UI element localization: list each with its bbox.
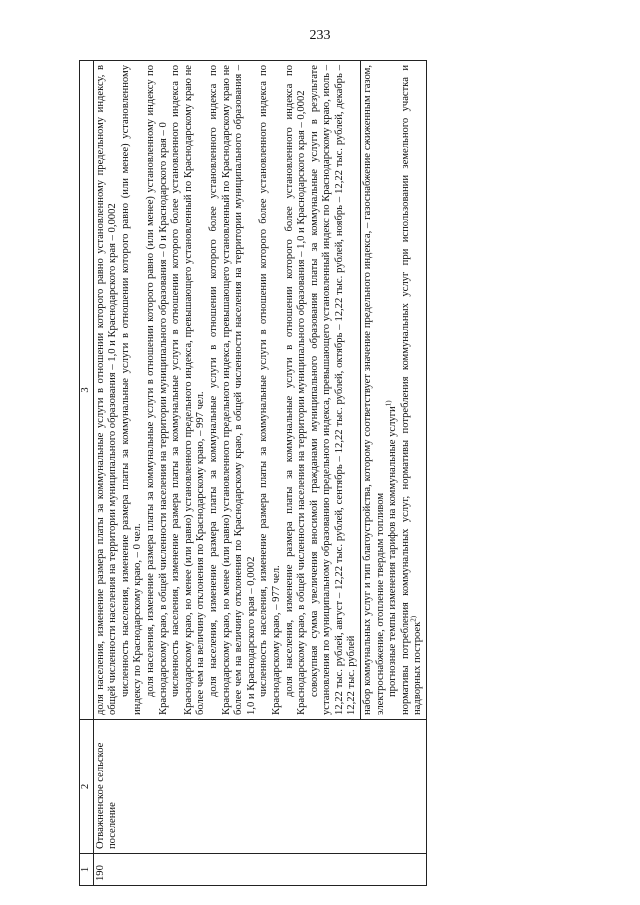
table-row: [93, 61, 360, 886]
footnote-mark-2: 2): [409, 615, 418, 622]
header-col-2: 2: [80, 720, 94, 854]
indicator-paragraph: численность населения, изменение размера платы за коммунальные услуги в отношении которого более установленного индекса по Краснодарскому краю, – 977 чел.: [258, 65, 282, 715]
services-paragraph: набор коммунальных услуг и тип благоустройства, которому соответствует значение предельного индекса, – газоснабжение сжиженным газом, электроснабжение, отопление твердым топливом: [362, 65, 386, 715]
header-col-1: 1: [80, 854, 94, 886]
indicator-paragraph: совокупная сумма увеличения вносимой гражданами муниципального образования платы за коммунальные услуги в результате установления по муниципальному образованию предельного индекса, превышающего установленный индекс по Краснодарскому краю, июль – 12,22 тыс. рублей, август – 12,22 тыс. рублей, сентябрь – 12,22 тыс. рублей, октябрь – 12,22 тыс. рублей, ноябрь – 12,22 тыс. рублей, декабрь – 12,22 тыс. рублей: [308, 65, 358, 715]
tariff-text: прогнозные темпы изменения тарифов на коммунальные услуги: [387, 406, 399, 697]
indicator-paragraph: доля населения, изменение размера платы за коммунальные услуги в отношении которого более установленного индекса по Краснодарскому краю, в общей численности населения на территории муниципального образования – 1,0 и Краснодарского края – 0,0002: [283, 65, 308, 715]
norms-text: нормативы потребления коммунальных услуг, нормативы потребления коммунальных услуг при использовании земельного участка и надворных построек: [399, 65, 424, 715]
indicator-paragraph: численность населения, изменение размера платы за коммунальные услуги в отношении которого более установленного индекса по Краснодарскому краю, но менее (или равно) установленного предельного индекса, превышающего установленный по Краснодарскому краю не более чем на величину отклонения по Краснодарскому краю, – 997 чел.: [170, 65, 207, 715]
indicator-paragraph: доля населения, изменение размера платы за коммунальные услуги в отношении которого равно (или менее) установленному индексу по Краснодарскому краю, в общей численности населения на территории муниципального образования – 0 и Краснодарского края – 0: [144, 65, 169, 715]
services-cell: [361, 61, 427, 720]
norms-paragraph: [400, 65, 425, 715]
indicators-cell: [93, 61, 360, 720]
rotated-table-container: [79, 61, 570, 886]
indicator-paragraph: доля населения, изменение размера платы за коммунальные услуги в отношении которого равно установленному предельному индексу, в общей численности населения на территории муниципального образования – 1,0 и Краснодарского края – 0,0002: [94, 65, 119, 715]
tariff-paragraph: [384, 65, 400, 715]
data-table: [79, 60, 427, 886]
indicator-paragraph: доля населения, изменение размера платы за коммунальные услуги в отношении которого более установленного индекса по Краснодарскому краю, но менее (или равно) установленного предельного индекса, превышающего установленный по Краснодарскому краю не более чем на величину отклонения по Краснодарскому краю, в общей численности населения на территории муниципального образования – 1,0 и Краснодарского края – 0,0002: [207, 65, 257, 715]
table-header-row: [80, 61, 94, 886]
page-number: 233: [309, 28, 331, 43]
municipality-name: Отважненское сельское поселение: [93, 720, 426, 854]
row-number: 190: [93, 854, 426, 886]
header-col-3: 3: [80, 61, 94, 720]
indicator-paragraph: численность населения, изменение размера платы за коммунальные услуги в отношении которого равно (или менее) установленному индексу по Краснодарскому краю, – 0 чел.: [119, 65, 144, 715]
footnote-mark-1: 1): [384, 400, 393, 407]
